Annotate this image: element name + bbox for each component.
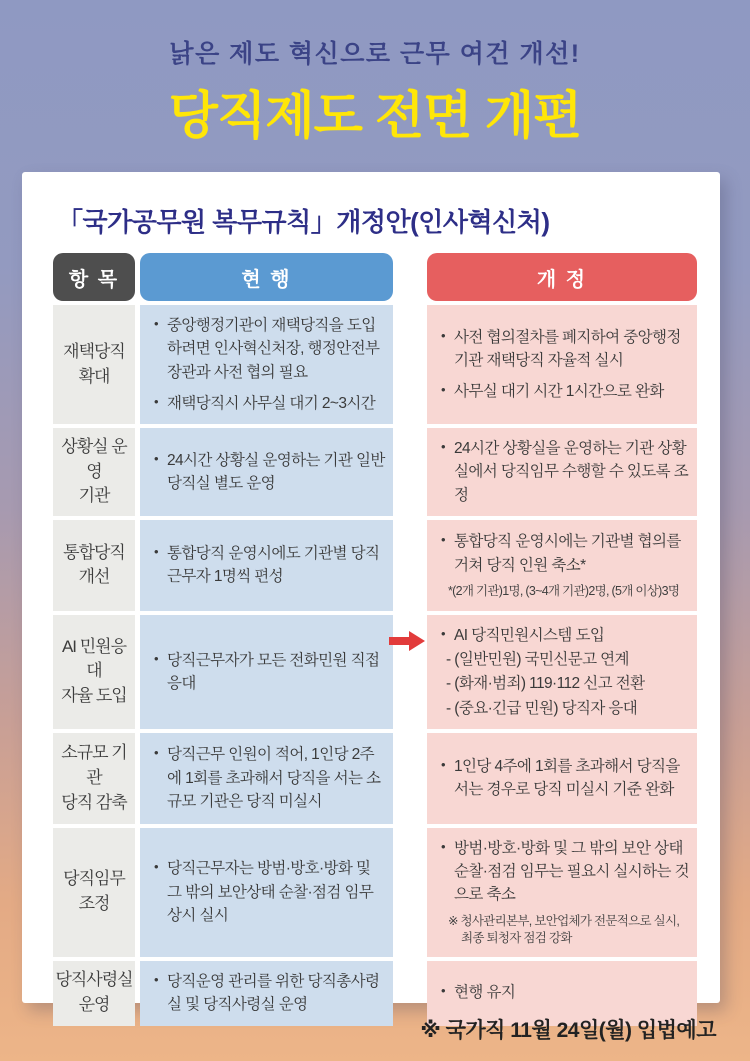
revised-cell (427, 428, 697, 516)
bullet-line (152, 542, 385, 589)
bullet-marker: • (154, 450, 158, 466)
revised-cell (427, 305, 697, 424)
current-cell (140, 615, 393, 729)
bullet-marker: • (441, 327, 445, 343)
note-line: ※ 청사관리본부, 보안업체가 전문적으로 실시, 최종 퇴청자 점검 강화 (448, 913, 680, 945)
sub-line: - (일반민원) 국민신문고 연계 (446, 651, 629, 668)
table-row (53, 305, 697, 424)
table-row (53, 520, 697, 611)
bullet-marker: • (154, 544, 158, 559)
item-cell: 소규모 기관 당직 감축 (53, 733, 135, 824)
bullet-marker: • (441, 532, 445, 548)
line-text: 당직근무자는 방범·방호·방화 및 그 밖의 보안상태 순찰·점검 임무 상시 실시 (167, 860, 374, 924)
bullet-marker: • (154, 971, 158, 987)
bullet-line (152, 449, 385, 496)
bullet-line (152, 743, 385, 813)
line-text: 재택당직시 사무실 대기 2~3시간 (167, 394, 376, 412)
column-header-current: 현 행 (140, 253, 393, 301)
bullet-line (152, 970, 385, 1017)
current-cell (140, 520, 393, 611)
comparison-table (53, 253, 697, 1026)
table-header-row (53, 253, 697, 301)
line-text: 1인당 4주에 1회를 초과해서 당직을 서는 경우로 당직 미실시 기준 완화 (454, 758, 680, 799)
current-cell (140, 828, 393, 957)
item-cell: 상황실 운영 기관 (53, 428, 135, 516)
bullet-marker: • (441, 439, 445, 454)
line-text: 현행 유지 (454, 984, 516, 1002)
line-text: 통합당직 운영시에는 기관별 협의를 거쳐 당직 인원 축소* (454, 533, 681, 574)
page-title: 당직제도 전면 개편 (168, 87, 582, 144)
revised-cell (427, 828, 697, 957)
line-text: 사무실 대기 시간 1시간으로 완화 (454, 383, 664, 401)
bullet-marker: • (154, 859, 158, 875)
line-text: 24시간 상황실 운영하는 기관 일반 당직실 별도 운영 (167, 451, 385, 492)
line-text: 당직근무 인원이 적어, 1인당 2주에 1회를 초과해서 당직을 서는 소규모 기관은 당직 미실시 (167, 746, 381, 810)
bullet-marker: • (441, 382, 445, 398)
bullet-line (152, 857, 385, 927)
line-text: 방범·방호·방화 및 그 밖의 보안 상태 순찰·점검 임무는 필요시 실시하는 것으로 축소 (454, 839, 689, 904)
current-cell (140, 961, 393, 1026)
bullet-marker: • (441, 757, 445, 772)
item-cell: 당직사령실 운영 (53, 961, 135, 1026)
table-body (53, 305, 697, 1026)
line-text: 통합당직 운영시에도 기관별 당직 근무자 1명씩 편성 (167, 545, 380, 586)
bullet-line (152, 314, 385, 384)
item-cell: 재택당직 확대 (53, 305, 135, 424)
bullet-marker: • (154, 650, 158, 666)
column-header-revised: 개 정 (427, 253, 697, 301)
bullet-marker: • (154, 745, 158, 761)
bullet-marker: • (154, 316, 158, 331)
bullet-line (152, 392, 385, 415)
bullet-line (439, 755, 689, 802)
current-cell (140, 428, 393, 516)
note-line: *(2개 기관)1명, (3~4개 기관)2명, (5개 이상)3명 (448, 583, 680, 598)
tagline: 낡은 제도 혁신으로 근무 여건 개선! (169, 40, 581, 68)
content-card (22, 172, 720, 1014)
sub-line: - (중요·긴급 민원) 당직자 응대 (446, 699, 638, 717)
bullet-marker: • (441, 625, 445, 641)
item-cell: 통합당직 개선 (53, 520, 135, 611)
change-arrow-icon (389, 631, 425, 651)
revised-cell (427, 733, 697, 824)
column-header-item: 항 목 (53, 253, 135, 301)
bullet-line (152, 649, 385, 696)
bullet-line (439, 380, 689, 403)
bullet-marker: • (441, 838, 445, 854)
table-row (53, 733, 697, 824)
current-cell (140, 733, 393, 824)
table-row (53, 828, 697, 957)
table-row (53, 615, 697, 729)
bullet-line (439, 326, 689, 373)
bullet-line (439, 530, 689, 577)
bullet-line (439, 624, 689, 647)
current-cell (140, 305, 393, 424)
sub-line: - (화재·범죄) 119·112 신고 전환 (446, 675, 645, 693)
footer-note: ※ 국가직 11월 24일(월) 입법예고 (420, 1019, 716, 1042)
item-cell: AI 민원응대 자율 도입 (53, 615, 135, 729)
line-text: 24시간 상황실을 운영하는 기관 상황실에서 당직임무 수행할 수 있도록 조정 (454, 440, 689, 504)
bullet-line (439, 437, 689, 507)
table-row (53, 428, 697, 516)
bullet-marker: • (154, 393, 158, 409)
bullet-line (439, 981, 689, 1004)
line-text: 중앙행정기관이 재택당직을 도입하려면 인사혁신처장, 행정안전부 장관과 사전 협의 필요 (167, 317, 380, 381)
revised-cell (427, 520, 697, 611)
bullet-marker: • (441, 983, 445, 999)
line-text: 당직근무자가 모든 전화민원 직접 응대 (167, 651, 380, 692)
revised-cell (427, 615, 697, 729)
line-text: 사전 협의절차를 폐지하여 중앙행정기관 재택당직 자율적 실시 (454, 328, 681, 369)
item-cell: 당직임무 조정 (53, 828, 135, 957)
line-text: AI 당직민원시스템 도입 (454, 626, 605, 644)
line-text: 당직운영 관리를 위한 당직총사령실 및 당직사령실 운영 (167, 972, 380, 1013)
card-heading: 「국가공무원 복무규칙」개정안(인사혁신처) (57, 207, 550, 237)
bullet-line (439, 837, 689, 907)
